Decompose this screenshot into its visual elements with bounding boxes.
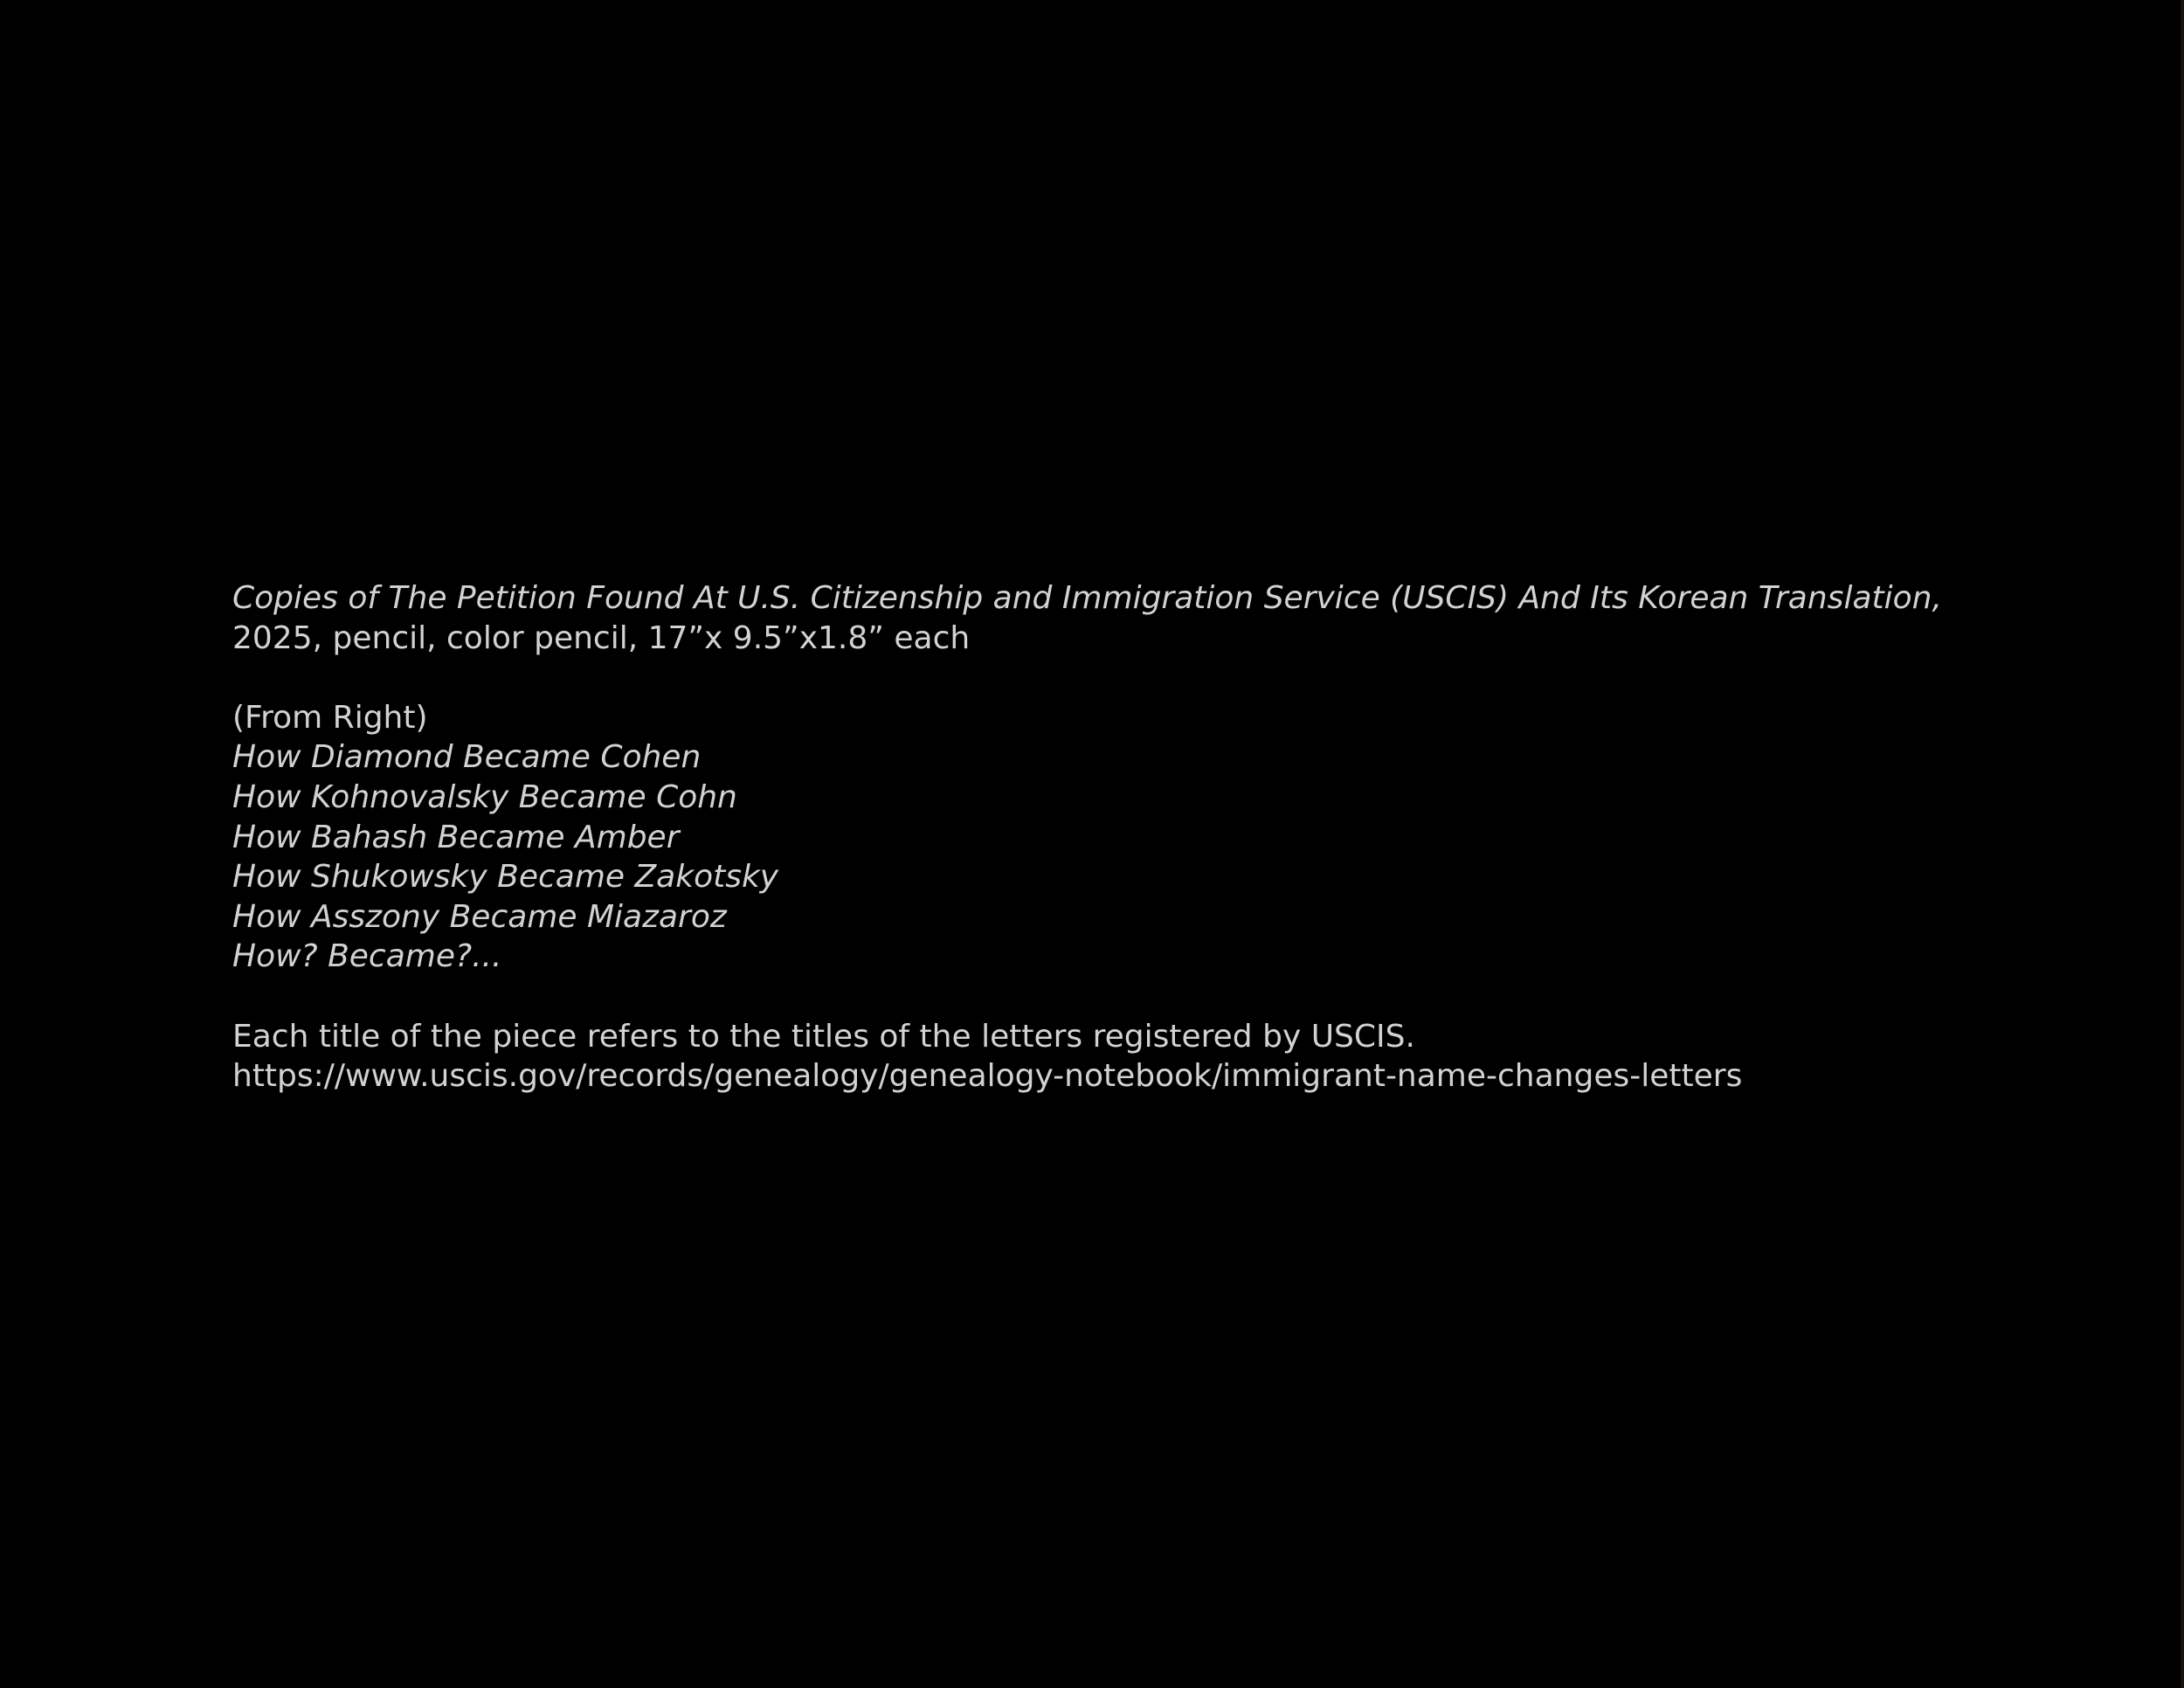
artwork-caption — [232, 578, 2111, 1097]
work-title-1: How Diamond Became Cohen — [232, 739, 702, 776]
spacer — [232, 977, 2111, 1017]
work-title-6: How? Became?... — [232, 938, 502, 975]
source-note: Each title of the piece refers to the titles of the letters registered by USCIS. — [232, 1018, 1415, 1055]
artwork-details: 2025, pencil, color pencil, 17”x 9.5”x1.8” each — [232, 619, 971, 656]
work-title-5: How Asszony Became Miazaroz — [232, 898, 727, 935]
work-title-2: How Kohnovalsky Became Cohn — [232, 778, 737, 815]
order-note: (From Right) — [232, 699, 428, 736]
artwork-title: Copies of The Petition Found At U.S. Citizenship and Immigration Service (USCIS) And Its Korean Translation, — [232, 580, 1942, 616]
work-title-4: How Shukowsky Became Zakotsky — [232, 859, 779, 896]
work-title-3: How Bahash Became Amber — [232, 819, 680, 855]
source-url: https://www.uscis.gov/records/genealogy/genealogy-notebook/immigrant-name-changes-letters — [232, 1058, 1743, 1095]
spacer — [232, 658, 2111, 698]
right-edge-strip — [2181, 0, 2184, 1688]
